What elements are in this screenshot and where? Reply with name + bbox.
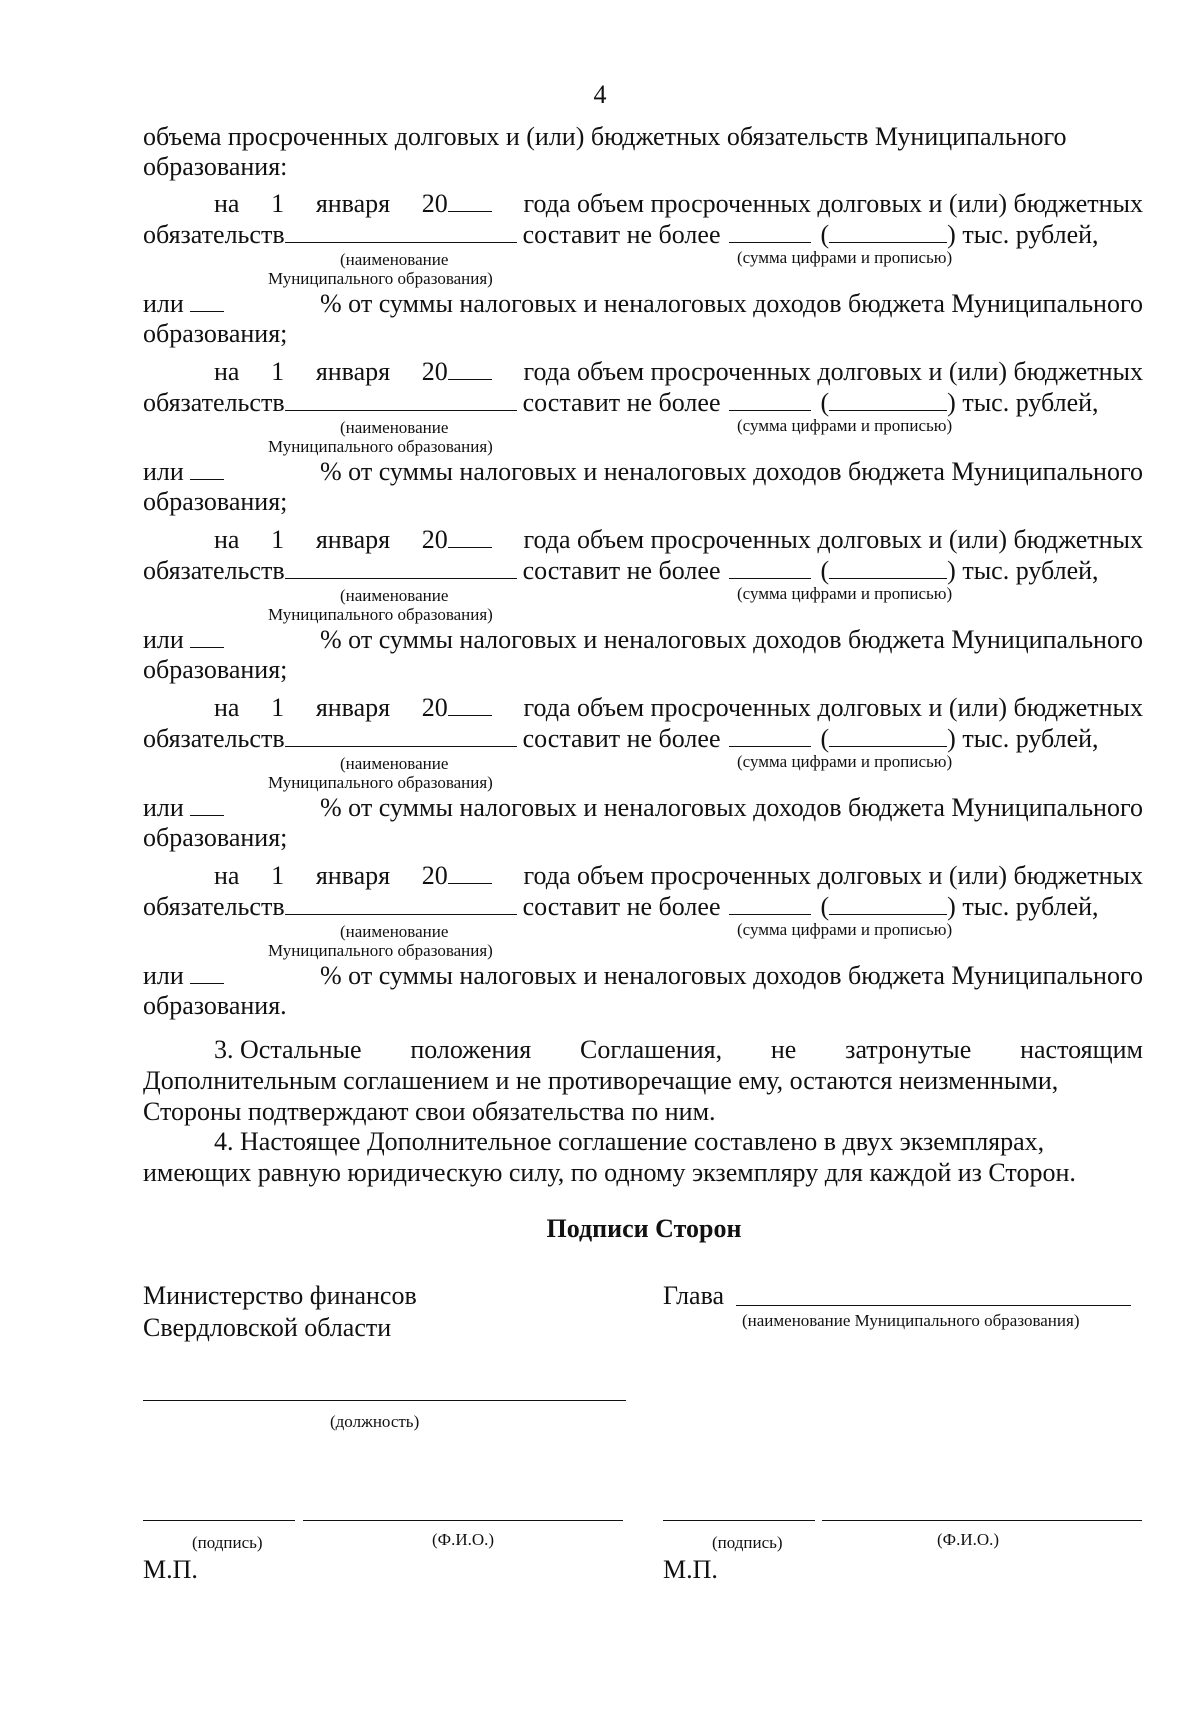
date-word: на: [214, 693, 240, 722]
block-end: образования;: [143, 319, 288, 348]
obligation-line: [143, 388, 1143, 418]
percent-text: % от суммы налоговых и неналоговых доходов бюджета Муниципального: [320, 289, 1143, 318]
name-caption-1: (наименование: [340, 250, 449, 269]
year-blank: [448, 861, 492, 884]
left-party-line-1: Министерство финансов: [143, 1281, 417, 1310]
thousand-rubles-text: ) тыс. рублей,: [947, 220, 1099, 249]
date-word: на: [214, 357, 240, 386]
thousand-rubles-text: ) тыс. рублей,: [947, 556, 1099, 585]
block-end: образования;: [143, 823, 288, 852]
month-word: января: [315, 189, 391, 218]
clause-3-line-2: Дополнительным соглашением и не противоречащие ему, остаются неизменными,: [143, 1066, 1059, 1095]
date-line: [214, 693, 1143, 723]
date-word: на: [214, 189, 240, 218]
open-paren: (: [820, 724, 830, 753]
amount-blank: [729, 892, 811, 915]
year-prefix: 20: [421, 861, 448, 890]
date-word: [316, 693, 390, 723]
year-field: [422, 189, 492, 219]
month-word: января: [315, 525, 391, 554]
percent-line: [143, 961, 1143, 991]
obligations-word: обязательств: [143, 220, 285, 249]
municipality-blank: [285, 388, 517, 411]
left-fio-caption: (Ф.И.О.): [432, 1530, 495, 1549]
not-exceed-text: составит не более: [522, 220, 721, 249]
amount-words-blank: [829, 724, 947, 747]
name-caption-2: Муниципального образования): [268, 773, 493, 792]
date-word: 1: [271, 861, 285, 890]
or-word: или: [143, 457, 184, 486]
thousand-rubles-text: ) тыс. рублей,: [947, 892, 1099, 921]
position-caption: (должность): [330, 1412, 420, 1431]
date-word: 1: [271, 525, 285, 554]
date-word: 1: [271, 693, 285, 722]
amount-blank: [729, 388, 811, 411]
right-fio-line: [822, 1520, 1142, 1521]
year-field: [422, 693, 492, 723]
municipality-blank: [285, 220, 517, 243]
percent-left: [143, 457, 224, 487]
percent-blank: [190, 961, 224, 984]
clause-3-word: настоящим: [1020, 1035, 1143, 1064]
open-paren: (: [820, 892, 830, 921]
year-field: [422, 861, 492, 891]
name-caption-2: Муниципального образования): [268, 437, 493, 456]
position-line: [143, 1400, 626, 1401]
sum-caption: (сумма цифрами и прописью): [737, 752, 953, 771]
clause-3-word: положения: [410, 1035, 532, 1064]
clause-4-line-1: 4. Настоящее Дополнительное соглашение составлено в двух экземплярах,: [214, 1127, 1045, 1156]
right-fio-caption: (Ф.И.О.): [937, 1530, 1000, 1549]
left-stamp: М.П.: [143, 1555, 198, 1584]
name-caption-2: Муниципального образования): [268, 269, 493, 288]
percent-text: % от суммы налоговых и неналоговых доходов бюджета Муниципального: [320, 961, 1143, 990]
intro-line-end: образования:: [143, 152, 288, 181]
date-rest: года объем просроченных долговых и (или) бюджетных: [523, 693, 1143, 722]
clause-4-line-2: имеющих равную юридическую силу, по одному экземпляру для каждой из Сторон.: [143, 1158, 1076, 1187]
name-caption-1: (наименование: [340, 922, 449, 941]
date-word: [316, 189, 390, 219]
percent-blank: [190, 625, 224, 648]
municipality-name-line: [736, 1305, 1131, 1306]
clause-3-word: 3. Остальные: [214, 1035, 362, 1064]
percent-text: % от суммы налоговых и неналоговых доходов бюджета Муниципального: [320, 625, 1143, 654]
left-party-line-2: Свердловской области: [143, 1313, 392, 1342]
date-word: [316, 357, 390, 387]
municipality-blank: [285, 724, 517, 747]
obligation-line: [143, 220, 1143, 250]
date-rest: года объем просроченных долговых и (или) бюджетных: [523, 861, 1143, 890]
date-word: на: [214, 861, 240, 890]
year-prefix: 20: [421, 525, 448, 554]
percent-left: [143, 289, 224, 319]
date-word: 1: [271, 357, 285, 386]
date-line: [214, 525, 1143, 555]
name-caption-1: (наименование: [340, 586, 449, 605]
right-stamp: М.П.: [663, 1555, 718, 1584]
head-label: Глава: [663, 1281, 725, 1310]
percent-blank: [190, 793, 224, 816]
municipality-blank: [285, 892, 517, 915]
or-word: или: [143, 793, 184, 822]
percent-blank: [190, 289, 224, 312]
right-sign-caption: (подпись): [712, 1533, 783, 1552]
thousand-rubles-text: ) тыс. рублей,: [947, 724, 1099, 753]
year-prefix: 20: [421, 693, 448, 722]
date-word: 1: [271, 189, 285, 218]
name-caption-1: (наименование: [340, 754, 449, 773]
or-word: или: [143, 289, 184, 318]
municipality-name-caption: (наименование Муниципального образования): [742, 1311, 1080, 1330]
amount-blank: [729, 220, 811, 243]
year-blank: [448, 525, 492, 548]
not-exceed-text: составит не более: [522, 724, 721, 753]
obligation-line: [143, 892, 1143, 922]
intro-text: объема просроченных долговых и (или) бюджетных обязательств Муниципального: [143, 122, 1067, 151]
intro-line: [143, 122, 1143, 152]
percent-line: [143, 793, 1143, 823]
percent-left: [143, 793, 224, 823]
percent-left: [143, 961, 224, 991]
left-sign-caption: (подпись): [192, 1533, 263, 1552]
block-end: образования;: [143, 655, 288, 684]
sum-caption: (сумма цифрами и прописью): [737, 584, 953, 603]
year-field: [422, 525, 492, 555]
amount-words-blank: [829, 892, 947, 915]
sum-caption: (сумма цифрами и прописью): [737, 248, 953, 267]
date-line: [214, 189, 1143, 219]
signatures-title: Подписи Сторон: [546, 1214, 742, 1243]
amount-words-blank: [829, 556, 947, 579]
date-word: [316, 861, 390, 891]
year-blank: [448, 189, 492, 212]
municipality-blank: [285, 556, 517, 579]
month-word: января: [315, 357, 391, 386]
thousand-rubles-text: ) тыс. рублей,: [947, 388, 1099, 417]
percent-line: [143, 625, 1143, 655]
not-exceed-text: составит не более: [522, 556, 721, 585]
percent-left: [143, 625, 224, 655]
right-sign-line: [663, 1520, 815, 1521]
date-line: [214, 861, 1143, 891]
percent-line: [143, 457, 1143, 487]
year-blank: [448, 357, 492, 380]
percent-blank: [190, 457, 224, 480]
clause-3-word: не: [770, 1035, 797, 1064]
date-line: [214, 357, 1143, 387]
amount-words-blank: [829, 220, 947, 243]
obligations-word: обязательств: [143, 388, 285, 417]
or-word: или: [143, 961, 184, 990]
block-end: образования;: [143, 487, 288, 516]
clause-3-word: затронутые: [845, 1035, 972, 1064]
amount-blank: [729, 556, 811, 579]
open-paren: (: [820, 220, 830, 249]
obligations-word: обязательств: [143, 724, 285, 753]
name-caption-1: (наименование: [340, 418, 449, 437]
date-word: на: [214, 525, 240, 554]
not-exceed-text: составит не более: [522, 388, 721, 417]
percent-line: [143, 289, 1143, 319]
date-rest: года объем просроченных долговых и (или) бюджетных: [523, 189, 1143, 218]
date-rest: года объем просроченных долговых и (или) бюджетных: [523, 525, 1143, 554]
month-word: января: [315, 693, 391, 722]
obligations-word: обязательств: [143, 892, 285, 921]
amount-words-blank: [829, 388, 947, 411]
clause-3-line-3: Стороны подтверждают свои обязательства по ним.: [143, 1097, 716, 1126]
clause-3-line-1: [214, 1035, 1143, 1065]
obligations-word: обязательств: [143, 556, 285, 585]
date-word: [316, 525, 390, 555]
year-blank: [448, 693, 492, 716]
percent-text: % от суммы налоговых и неналоговых доходов бюджета Муниципального: [320, 457, 1143, 486]
open-paren: (: [820, 388, 830, 417]
year-prefix: 20: [421, 357, 448, 386]
year-prefix: 20: [421, 189, 448, 218]
not-exceed-text: составит не более: [522, 892, 721, 921]
amount-blank: [729, 724, 811, 747]
name-caption-2: Муниципального образования): [268, 941, 493, 960]
left-sign-line: [143, 1520, 295, 1521]
or-word: или: [143, 625, 184, 654]
year-field: [422, 357, 492, 387]
clause-3-word: Соглашения,: [580, 1035, 723, 1064]
date-rest: года объем просроченных долговых и (или) бюджетных: [523, 357, 1143, 386]
obligation-line: [143, 556, 1143, 586]
sum-caption: (сумма цифрами и прописью): [737, 416, 953, 435]
month-word: января: [315, 861, 391, 890]
percent-text: % от суммы налоговых и неналоговых доходов бюджета Муниципального: [320, 793, 1143, 822]
name-caption-2: Муниципального образования): [268, 605, 493, 624]
left-fio-line: [303, 1520, 623, 1521]
open-paren: (: [820, 556, 830, 585]
page-number: 4: [593, 80, 607, 109]
obligation-line: [143, 724, 1143, 754]
sum-caption: (сумма цифрами и прописью): [737, 920, 953, 939]
block-end: образования.: [143, 991, 287, 1020]
